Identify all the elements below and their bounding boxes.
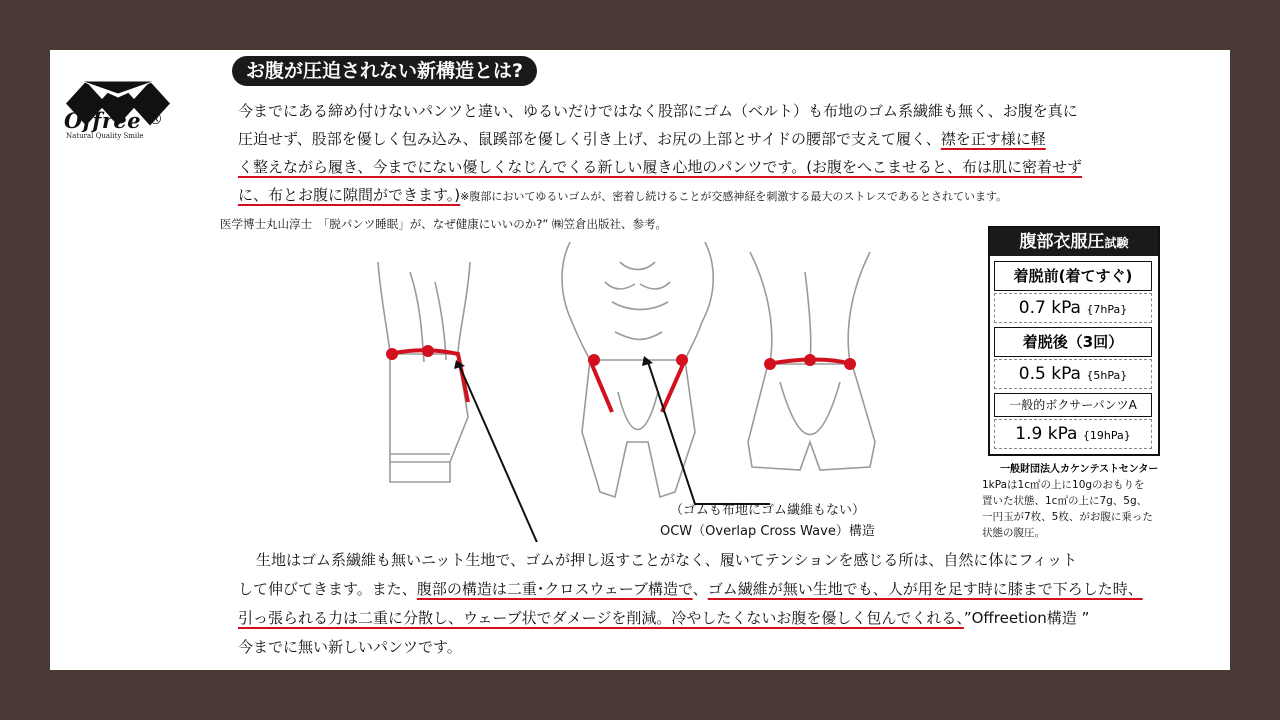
- pressure-point: [804, 354, 816, 366]
- pressure-point: [386, 348, 398, 360]
- after-unit: kPa: [1051, 364, 1081, 384]
- outro-line-1: 生地はゴム系繊維も無いニット生地で、ゴムが押し返すことがなく、履いてテンションを感じる所は、自然に体にフィット: [256, 551, 1078, 569]
- note-line-1: 1kPaは1c㎡の上に10gのおもりを: [982, 479, 1145, 491]
- pressure-point: [844, 358, 856, 370]
- outro-text-2c: 、: [692, 580, 708, 598]
- general-label: 一般的ボクサーパンツA: [994, 393, 1152, 417]
- center-band-left: [590, 360, 612, 412]
- page-title: お腹が圧迫されない新構造とは?: [232, 56, 537, 86]
- brand-name: Offree: [64, 108, 142, 133]
- general-value-row: [994, 419, 1152, 449]
- outro-text-2b: 腹部の構造は二重･クロスウェーブ構造で: [416, 580, 693, 598]
- test-box-title: 腹部衣服圧: [1019, 232, 1105, 252]
- note-line-3: 一円玉が7枚、5枚、がお腹に乗った: [982, 511, 1153, 523]
- outro-line-2: [238, 578, 1143, 601]
- intro-text-4a: に、布とお腹に隙間ができます。): [238, 186, 461, 204]
- before-value: 0.7: [1018, 298, 1046, 318]
- intro-footnote: ※腹部においてゆるいゴムが、密着し続けることが交感神経を刺激する最大のストレスであるとされています。: [460, 190, 1008, 203]
- outro-line-4: 今までに無い新しいパンツです。: [238, 638, 462, 656]
- before-label: 着脱前(着てすぐ): [994, 261, 1152, 291]
- callout-arrow-left: [460, 367, 550, 542]
- pressure-point: [588, 354, 600, 366]
- before-value-row: [994, 293, 1152, 323]
- diagram-label-top: （ゴムも布地にゴム繊維もない）: [670, 503, 866, 518]
- callout-arrow-center: [648, 362, 770, 504]
- note-line-2: 置いた状態、1c㎡の上に7g、5g、: [982, 495, 1148, 507]
- pressure-point: [764, 358, 776, 370]
- intro-line-2: [238, 128, 1046, 151]
- test-center-name: 一般財団法人カケンテストセンター: [1000, 464, 1159, 475]
- intro-text-2b: 襟を正す様に軽: [940, 130, 1046, 148]
- underwear-diagram: [350, 242, 990, 542]
- center-band-right: [662, 360, 685, 412]
- before-unit: kPa: [1051, 298, 1081, 318]
- test-box-title-suffix: 試験: [1104, 236, 1129, 250]
- right-figure-briefs: [748, 364, 875, 470]
- intro-text-2a: 圧迫せず、股部を優しく包み込み、鼠蹊部を優しく引き上げ、お尻の上部とサイドの腰部で支えて履く、: [238, 130, 941, 148]
- intro-text-1: 今までにある締め付けないパンツと違い、ゆるいだけではなく股部にゴム（ベルト）も布地のゴム系繊維も無く、お腹を真に: [238, 102, 1078, 120]
- after-label: 着脱後（3回）: [994, 327, 1152, 357]
- pressure-point: [676, 354, 688, 366]
- left-band: [390, 350, 468, 402]
- intro-line-1: [238, 100, 1078, 123]
- note-line-4: 状態の腹圧。: [982, 527, 1045, 539]
- brand-tagline: Natural Quality Smile: [66, 132, 144, 140]
- after-value-row: [994, 359, 1152, 389]
- diagram-label-bottom: OCW（Overlap Cross Wave）構造: [660, 524, 875, 539]
- center-figure-torso: [562, 242, 713, 360]
- pressure-test-box: [988, 226, 1160, 456]
- before-alt: {7hPa}: [1086, 303, 1128, 316]
- pressure-point: [422, 345, 434, 357]
- after-alt: {5hPa}: [1086, 369, 1128, 382]
- outro-text-3: 引っ張られる力は二重に分散し、ウェーブ状でダメージを削減。冷やしたくないお腹を優しく包んでくれる、: [238, 609, 964, 627]
- document-sheet: [50, 50, 1230, 670]
- offreetion-name: ”Offreetion構造 ”: [963, 609, 1090, 627]
- test-box-header: [990, 228, 1158, 256]
- general-unit: kPa: [1047, 424, 1078, 444]
- outro-text-2d: ゴム繊維が無い生地でも、人が用を足す時に膝まで下ろした時、: [707, 580, 1143, 598]
- registered-mark: ®: [148, 110, 163, 128]
- intro-line-4: [238, 184, 1007, 207]
- general-value: 1.9: [1015, 424, 1043, 444]
- reference-citation: 医学博士丸山淳士 「脱パンツ睡眠」が、なぜ健康にいいのか?” ㈱笠倉出版社、参考。: [220, 217, 667, 231]
- left-figure-torso: [378, 262, 470, 352]
- outro-line-3: [238, 607, 1089, 630]
- after-value: 0.5: [1018, 364, 1046, 384]
- intro-line-3: く整えながら履き、今までにない優しくなじんでくる新しい履き心地のパンツです。(お腹をへこませると、布は肌に密着せず: [238, 158, 1083, 176]
- general-alt: {19hPa}: [1082, 429, 1131, 442]
- outro-text-2a: して伸びてきます。また、: [238, 580, 417, 598]
- left-figure-briefs: [390, 354, 468, 462]
